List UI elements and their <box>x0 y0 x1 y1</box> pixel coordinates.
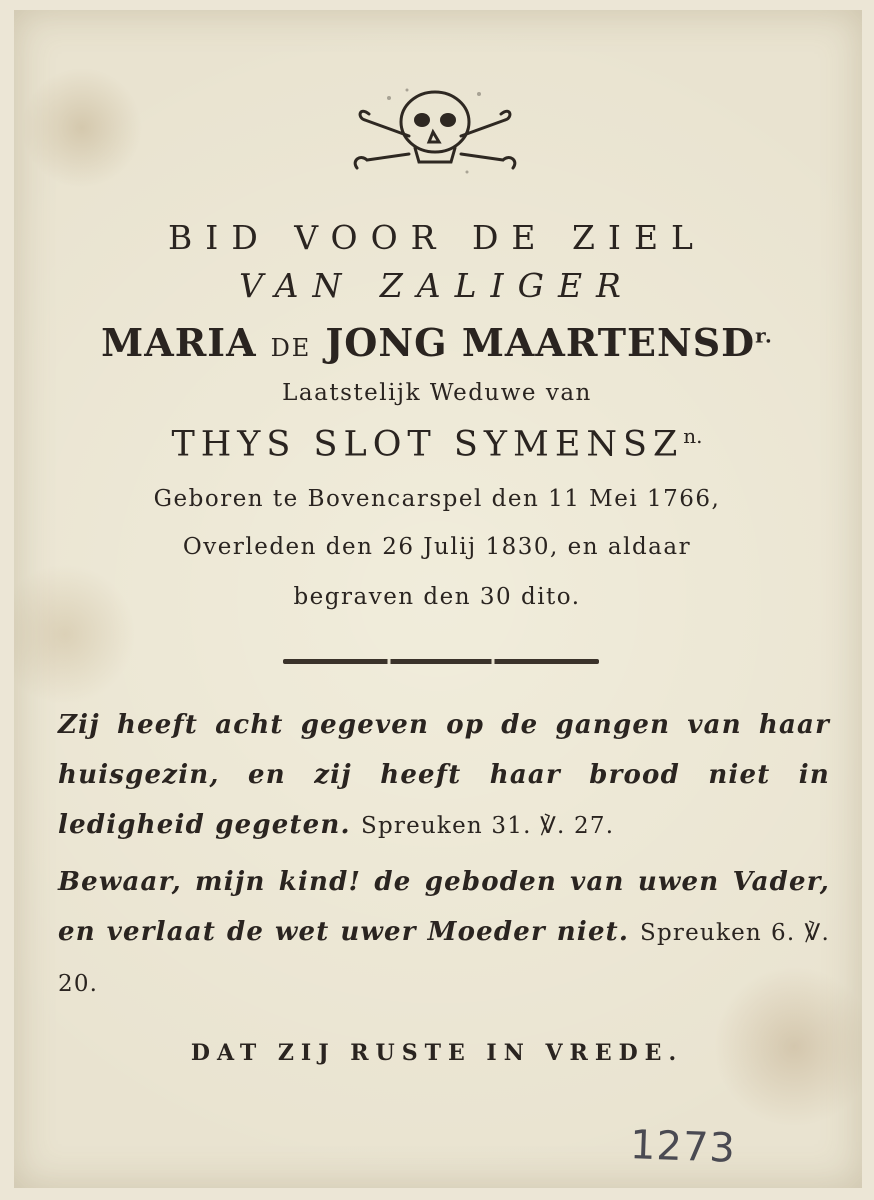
deceased-name <box>0 320 874 365</box>
name-particle: DE <box>270 334 312 362</box>
widow-line: Laatstelijk Weduwe van <box>282 380 592 406</box>
name-last: JONG MAARTENSD <box>325 320 756 365</box>
skull-crossbones-icon <box>349 84 521 180</box>
archive-number: 1273 <box>629 1122 737 1172</box>
husband-name-text: THYS SLOT SYMENSZ <box>171 424 684 465</box>
verse-1 <box>58 700 830 851</box>
burial-line: begraven den 30 dito. <box>293 584 581 610</box>
husband-name <box>0 424 874 465</box>
verse-1-reference: Spreuken 31. ℣. 27. <box>361 813 615 839</box>
verse-1-text: Zij heeft acht gegeven op de gangen van haar huisgezin, en zij heeft haar brood niet in ledigheid gegeten. <box>58 710 830 840</box>
divider-rule <box>283 659 599 664</box>
birth-line: Geboren te Bovencarspel den 11 Mei 1766, <box>153 486 721 512</box>
verse-2-text: Bewaar, mijn kind! de geboden van uwen Vader, en verlaat de wet uwer Moeder niet. <box>58 867 830 947</box>
header-line-1: BID VOOR DE ZIEL <box>168 218 706 257</box>
death-line: Overleden den 26 Julij 1830, en aldaar <box>182 534 692 560</box>
name-first: MARIA <box>101 320 257 365</box>
verse-2 <box>58 857 830 1009</box>
name-suffix: r. <box>755 323 773 348</box>
verse-2-reference: Spreuken 6. ℣. 20. <box>58 920 830 997</box>
husband-suffix: n. <box>683 424 703 448</box>
closing-line: DAT ZIJ RUSTE IN VREDE. <box>190 1040 684 1066</box>
header-line-2: VAN ZALIGER <box>239 266 635 305</box>
